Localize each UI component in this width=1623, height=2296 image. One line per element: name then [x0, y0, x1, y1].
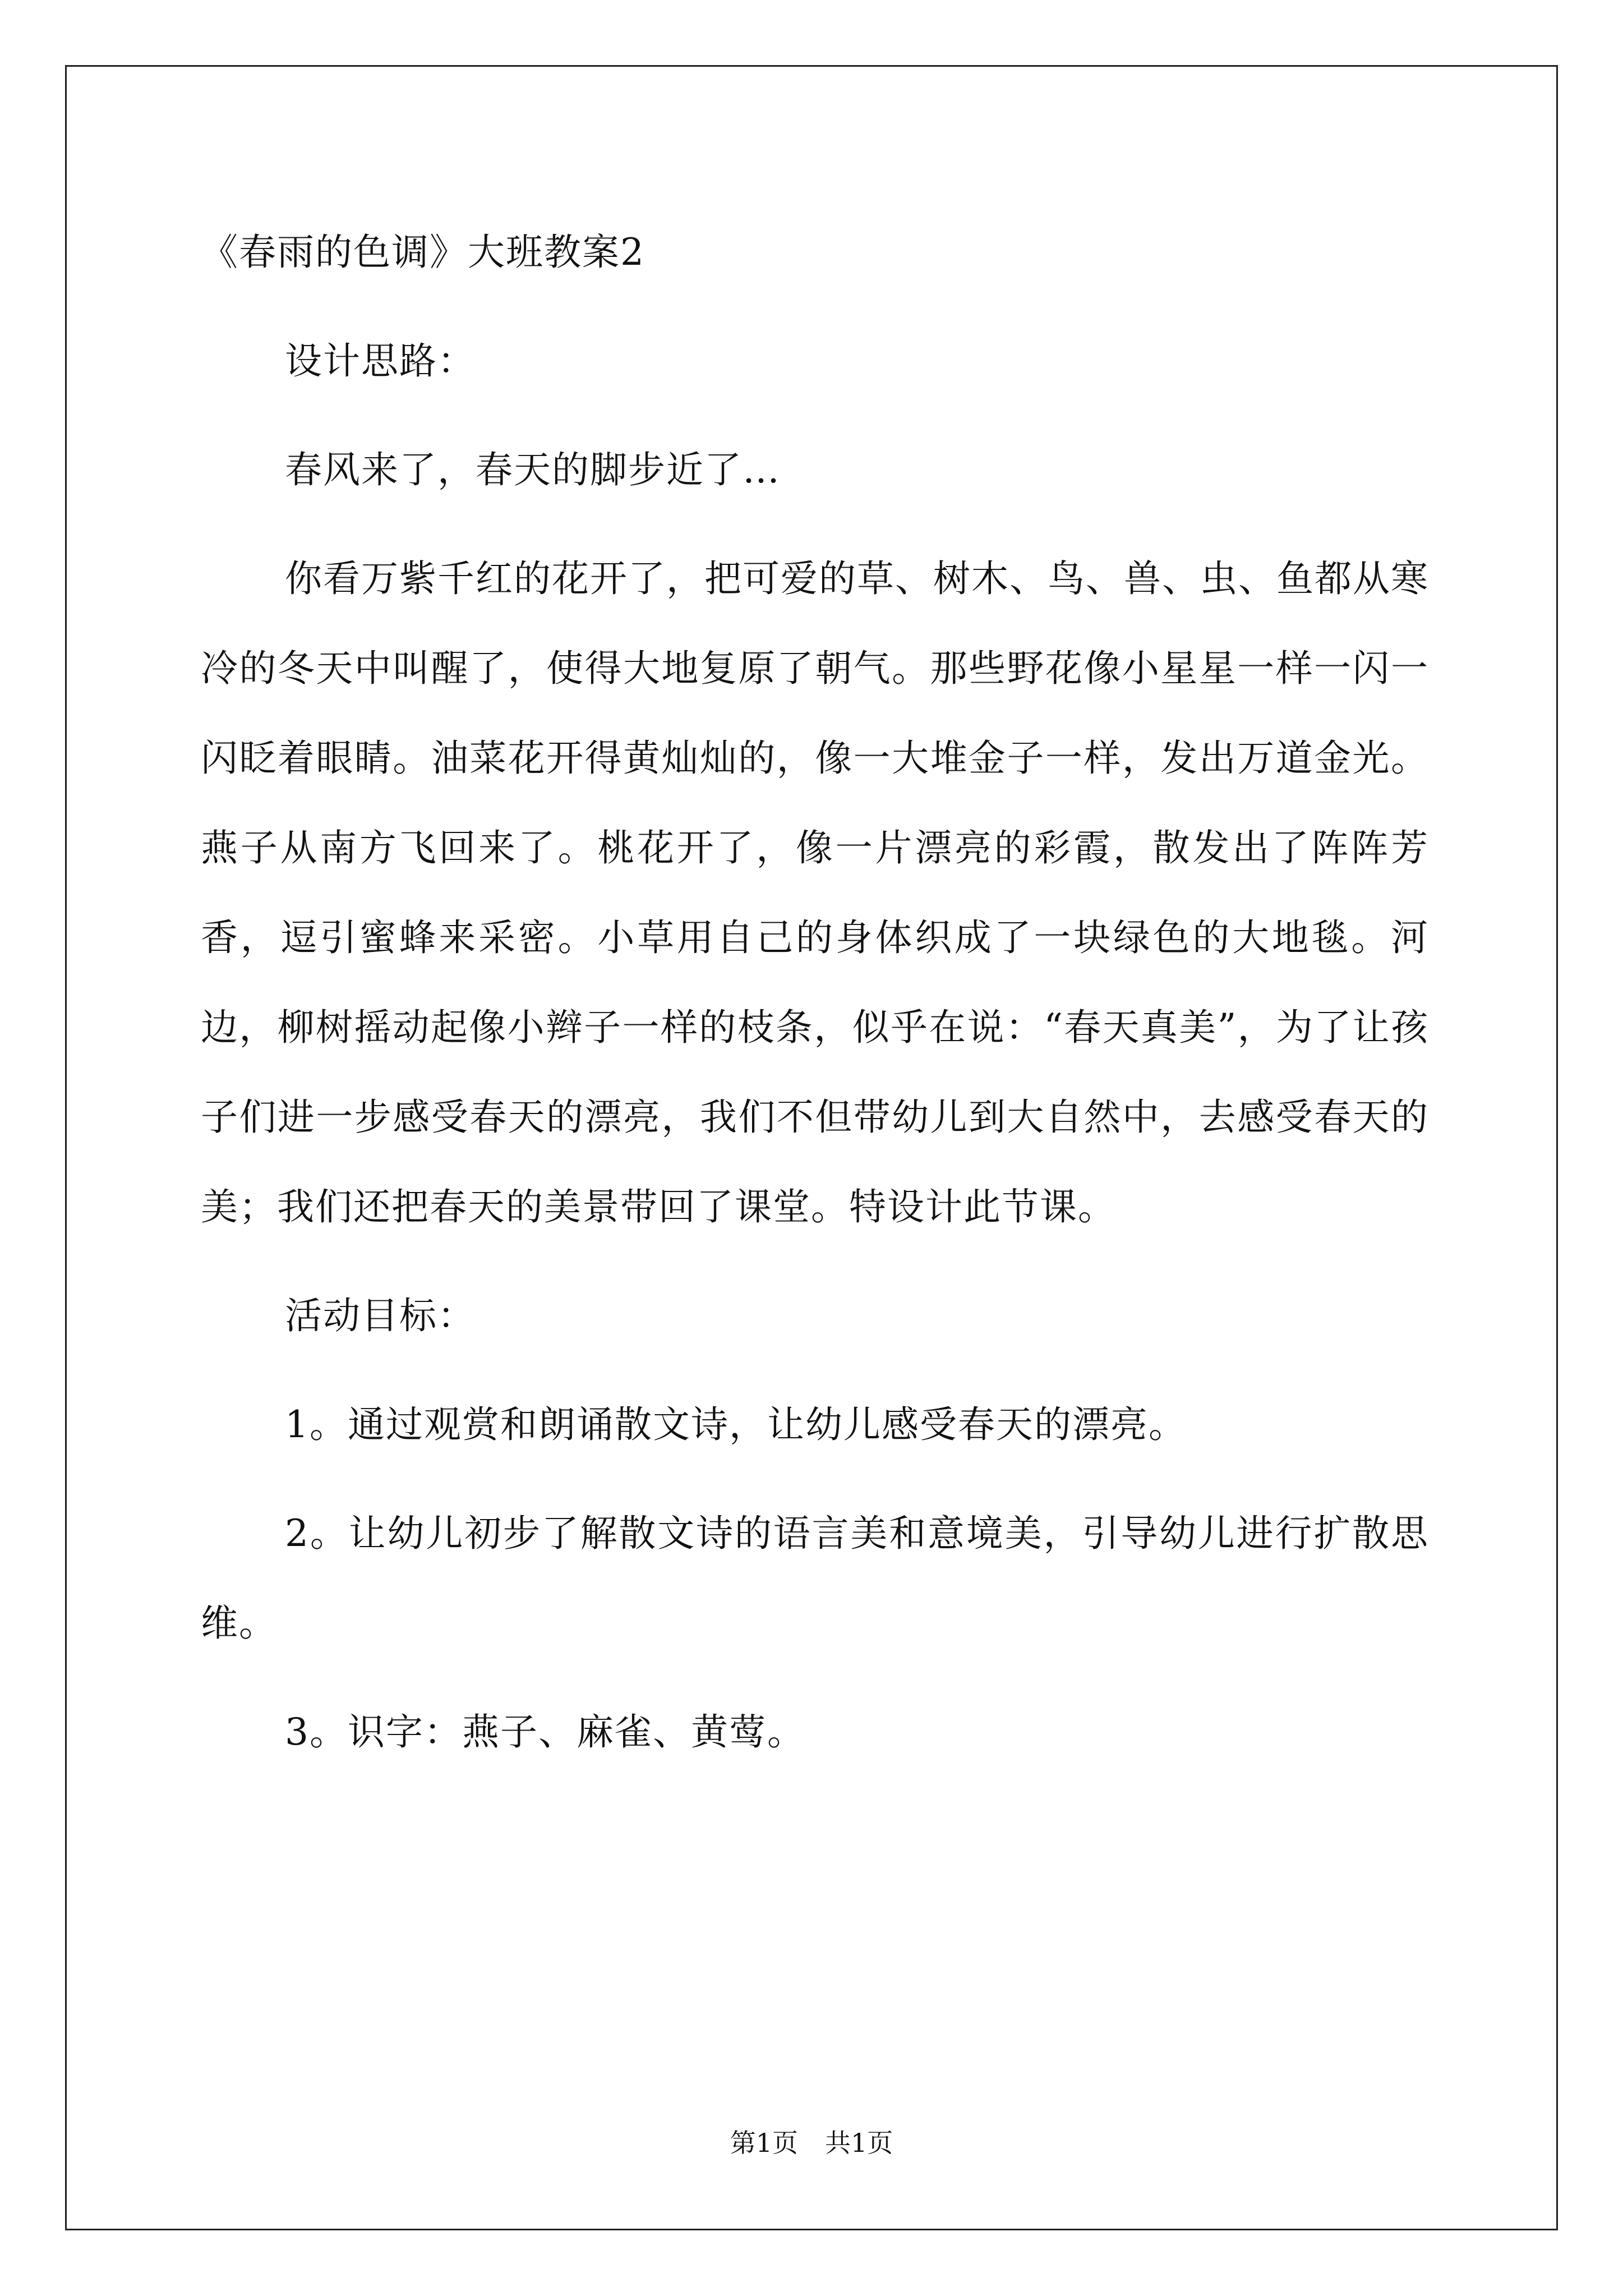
document-body	[201, 208, 1429, 1796]
goal-item-3: 3。识字：燕子、麻雀、黄莺。	[285, 1710, 805, 1754]
paragraph-description: 你看万紫千红的花开了，把可爱的草、树木、鸟、兽、虫、鱼都从寒冷的冬天中叫醒了，使得大地复原了朝气。那些野花像小星星一样一闪一闪眨着眼睛。油菜花开得黄灿灿的，像一大堆金子一样，发出万道金光。燕子从南方飞回来了。桃花开了，像一片漂亮的彩霞，散发出了阵阵芳香，逗引蜜蜂来采密。小草用自己的身体织成了一块绿色的大地毯。河边，柳树摇动起像小辫子一样的枝条，似乎在说：“春天真美”，为了让孩子们进一步感受春天的漂亮，我们不但带幼儿到大自然中，去感受春天的美；我们还把春天的美景带回了课堂。特设计此节课。	[201, 557, 1429, 1228]
page-footer	[0, 2126, 1623, 2160]
goal-item-2: 2。让幼儿初步了解散文诗的语言美和意境美，引导幼儿进行扩散思维。	[201, 1512, 1429, 1645]
heading-activity-goals: 活动目标：	[285, 1294, 476, 1337]
document-title: 《春雨的色调》大班教案2	[201, 231, 645, 274]
paragraph-intro: 春风来了，春天的脚步近了…	[285, 448, 781, 491]
page-number-total: 共1页	[825, 2128, 893, 2158]
page-number-current: 第1页	[730, 2128, 798, 2158]
goal-item-1: 1。通过观赏和朗诵散文诗，让幼儿感受春天的漂亮。	[285, 1403, 1187, 1446]
heading-design-idea: 设计思路：	[285, 339, 476, 383]
